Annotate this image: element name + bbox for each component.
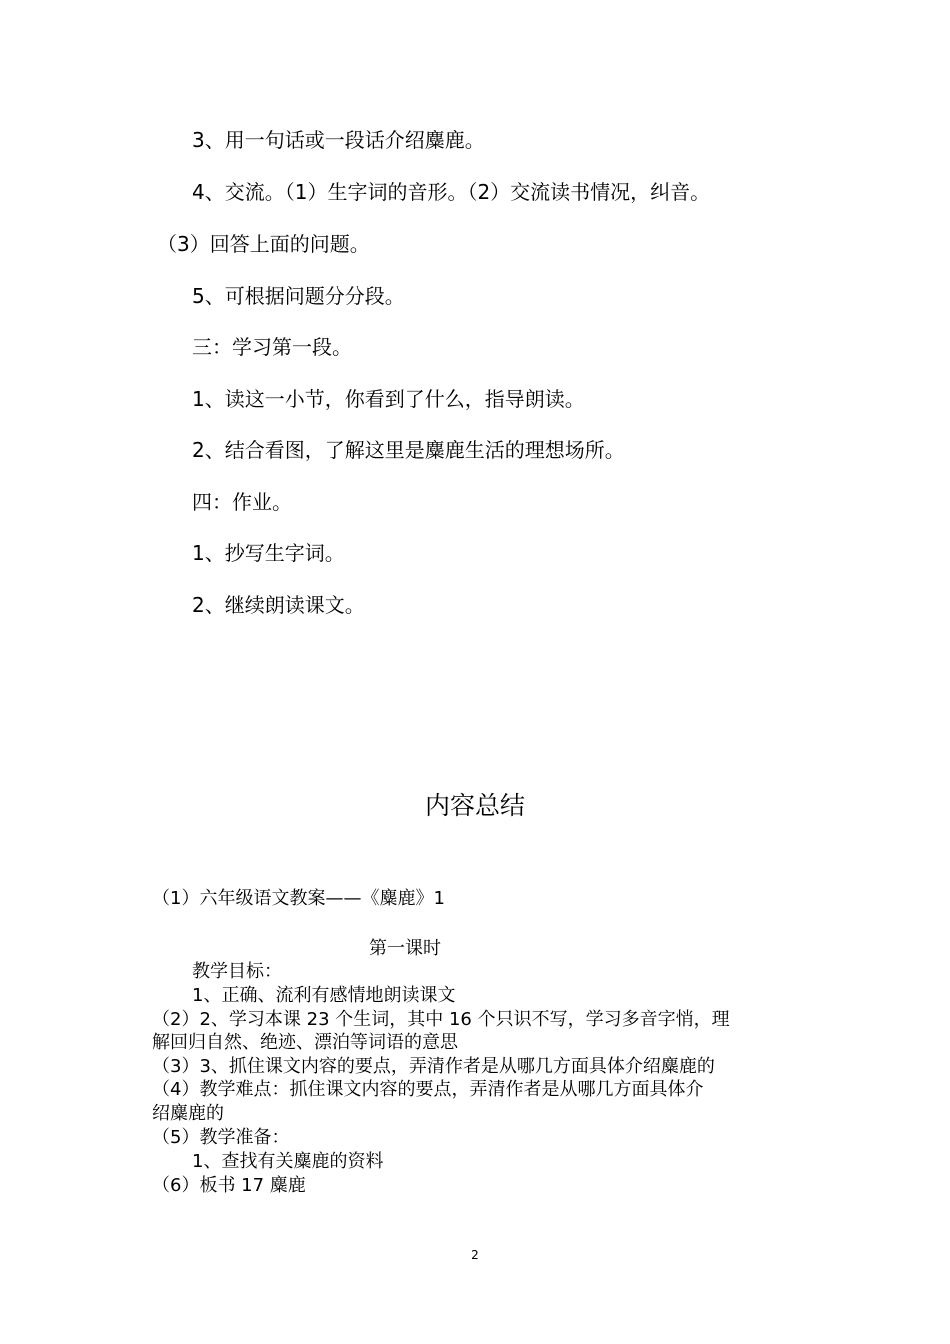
lesson-label: 第一课时 (369, 938, 441, 959)
summary-line: 1、查找有关麋鹿的资料 (192, 1151, 384, 1172)
summary-line: 教学目标： (192, 961, 282, 982)
section-3-item-2: 2、结合看图，了解这里是麋鹿生活的理想场所。 (192, 438, 625, 462)
homework-item-2: 2、继续朗读课文。 (192, 593, 365, 617)
section-4-heading: 四：作业。 (192, 490, 292, 514)
summary-heading-line: （1）六年级语文教案——《麋鹿》1 (152, 888, 445, 909)
homework-item-1: 1、抄写生字词。 (192, 541, 345, 565)
summary-line: 解回归自然、绝迹、漂泊等词语的意思 (152, 1032, 458, 1053)
step-4-continued: （3）回答上面的问题。 (157, 232, 370, 256)
section-3-heading: 三：学习第一段。 (192, 335, 352, 359)
summary-title: 内容总结 (424, 791, 525, 820)
summary-line: （5）教学准备： (152, 1127, 290, 1148)
page-number: 2 (471, 1248, 479, 1262)
summary-line: （6）板书 17 麋鹿 (152, 1175, 306, 1196)
summary-line: （3）3、抓住课文内容的要点，弄清作者是从哪几方面具体介绍麋鹿的 (152, 1056, 715, 1077)
summary-line: 绍麋鹿的 (152, 1103, 224, 1124)
section-3-item-1: 1、读这一小节，你看到了什么，指导朗读。 (192, 387, 585, 411)
summary-line: 1、正确、流利有感情地朗读课文 (192, 985, 456, 1006)
step-3: 3、用一句话或一段话介绍麋鹿。 (192, 128, 485, 152)
summary-line: （4）教学难点：抓住课文内容的要点，弄清作者是从哪几方面具体介 (152, 1079, 704, 1100)
step-5: 5、可根据问题分分段。 (192, 284, 405, 308)
step-4: 4、交流。（1）生字词的音形。（2）交流读书情况，纠音。 (192, 180, 711, 204)
summary-line: （2）2、学习本课 23 个生词，其中 16 个只识不写，学习多音字悄，理 (152, 1009, 730, 1030)
